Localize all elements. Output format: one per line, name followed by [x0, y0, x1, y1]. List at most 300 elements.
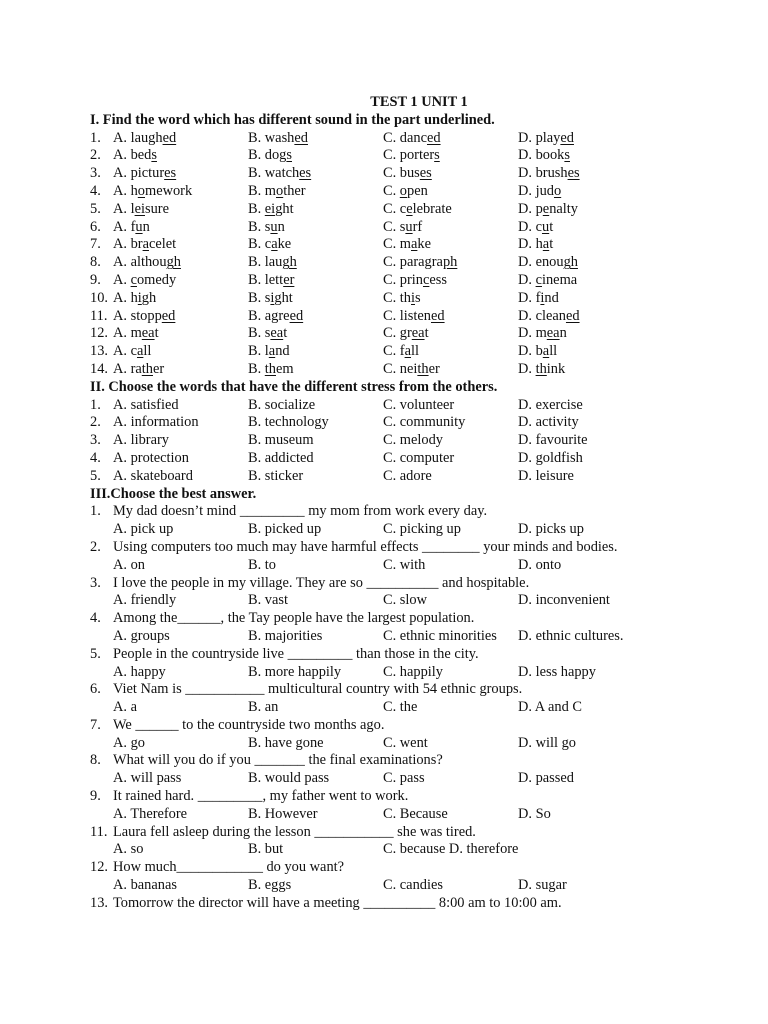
- answer-option: [518, 290, 559, 308]
- question-stem: [90, 646, 710, 664]
- question-stem: [90, 681, 710, 699]
- underlined-part: c: [130, 271, 137, 288]
- question-number: 11.: [90, 307, 108, 324]
- option-text-prefix: B. watch: [248, 165, 300, 182]
- question-number: 7.: [90, 236, 101, 253]
- underlined-part: ei: [264, 200, 276, 217]
- underlined-part: c: [422, 271, 430, 288]
- answer-option: [383, 147, 518, 165]
- underlined-part: ed: [162, 129, 177, 146]
- answer-option: [518, 130, 574, 148]
- answer-option: D. So: [518, 805, 551, 822]
- answer-options-row: [90, 557, 710, 575]
- underlined-part: ea: [270, 325, 284, 342]
- option-text-prefix: D. clean: [518, 307, 566, 324]
- option-text-suffix: ke: [277, 236, 292, 253]
- answer-option: [248, 272, 383, 290]
- answer-option: [518, 147, 570, 165]
- option-text-prefix: B. lett: [248, 271, 284, 288]
- underlined-part: ed: [426, 129, 441, 146]
- underlined-part: o: [553, 182, 562, 199]
- answer-option: A. library: [113, 432, 169, 449]
- answer-option: [383, 272, 518, 290]
- answer-option: [248, 165, 383, 183]
- question-number: 7.: [90, 716, 101, 733]
- section-2-list: [90, 397, 710, 486]
- underlined-part: s: [564, 147, 570, 164]
- underlined-part: o: [399, 182, 407, 199]
- answer-option: A. protection: [113, 449, 189, 466]
- option-text-prefix: C. prin: [383, 271, 423, 288]
- answer-option: B. an: [248, 699, 279, 716]
- answer-option: [248, 343, 383, 361]
- answer-option: C. picking up: [383, 521, 461, 538]
- answer-option: B. technology: [248, 414, 329, 431]
- option-text-suffix: n: [559, 325, 567, 342]
- underlined-part: e: [406, 200, 413, 217]
- answer-option: B. have gone: [248, 734, 324, 751]
- option-text-suffix: ll: [410, 343, 419, 360]
- underlined-part: es: [567, 165, 580, 182]
- answer-option: A. so: [113, 841, 144, 858]
- answer-option: B. more happily: [248, 663, 342, 680]
- underlined-part: o: [137, 182, 145, 199]
- answer-option: C. went: [383, 734, 428, 751]
- question-row: [90, 201, 710, 219]
- option-text-prefix: B. s: [248, 218, 271, 235]
- question-row: [90, 147, 710, 165]
- answer-option: [248, 147, 383, 165]
- option-text-prefix: D. b: [518, 343, 543, 360]
- answer-option: A. go: [113, 734, 145, 751]
- answer-option: A. pick up: [113, 521, 174, 538]
- question-stem: [90, 859, 710, 877]
- answer-option: [113, 130, 248, 148]
- underlined-part: s: [151, 147, 157, 164]
- answer-options-row: [90, 664, 710, 682]
- question-number: 9.: [90, 271, 101, 288]
- underlined-part: u: [270, 218, 278, 235]
- question-number: 3.: [90, 165, 101, 182]
- answer-option: [383, 325, 518, 343]
- question-number: 8.: [90, 254, 101, 271]
- option-text-prefix: C. s: [383, 218, 406, 235]
- answer-option: D. goldfish: [518, 449, 583, 466]
- question-number: 12.: [90, 859, 108, 876]
- answer-option: A. skateboard: [113, 467, 193, 484]
- question-number: 2.: [90, 538, 101, 555]
- answer-option: B. socialize: [248, 396, 316, 413]
- answer-option: [383, 219, 518, 237]
- answer-option: B. museum: [248, 432, 314, 449]
- question-text: People in the countryside live _________ than those in the city.: [113, 645, 479, 662]
- question-row: [90, 219, 710, 237]
- option-text-suffix: rf: [412, 218, 423, 235]
- option-text-prefix: A. pictur: [113, 165, 165, 182]
- answer-option: A. a: [113, 699, 137, 716]
- question-number: 14.: [90, 360, 108, 377]
- question-row: [90, 236, 710, 254]
- underlined-part: i: [137, 289, 142, 306]
- question-stem: [90, 752, 710, 770]
- page-title: TEST 1 UNIT 1: [370, 94, 468, 110]
- section-3-heading: III.Choose the best answer.: [90, 485, 257, 502]
- question-text: It rained hard. _________, my father went to work.: [113, 788, 409, 805]
- question-text: Viet Nam is ___________ multicultural country with 54 ethnic groups.: [113, 681, 523, 698]
- answer-option: B. eggs: [248, 877, 292, 894]
- option-text-prefix: D. m: [518, 325, 547, 342]
- question-stem: [90, 824, 710, 842]
- underlined-part: s: [434, 147, 440, 164]
- answer-option: A. bananas: [113, 877, 177, 894]
- answer-option: A. satisfied: [113, 396, 179, 413]
- option-text-suffix: ght: [274, 289, 293, 306]
- option-text-suffix: lebrate: [412, 200, 452, 217]
- answer-option: [248, 308, 383, 326]
- answer-options-row: [90, 770, 710, 788]
- answer-option: D. inconvenient: [518, 592, 610, 609]
- question-stem: [90, 503, 710, 521]
- option-text-suffix: er: [428, 360, 440, 377]
- option-text-prefix: A. c: [113, 343, 137, 360]
- underlined-part: u: [541, 218, 550, 235]
- question-number: 9.: [90, 788, 101, 805]
- question-number: 4.: [90, 449, 101, 466]
- underlined-part: gh: [166, 254, 181, 271]
- answer-option: B. but: [248, 841, 284, 858]
- underlined-part: th: [417, 360, 429, 377]
- option-text-prefix: D. play: [518, 129, 561, 146]
- answer-option: [248, 201, 383, 219]
- answer-option: C. Because: [383, 805, 448, 822]
- underlined-part: ed: [560, 129, 574, 146]
- underlined-part: a: [136, 343, 144, 360]
- answer-option: [113, 183, 248, 201]
- answer-option: B. addicted: [248, 449, 314, 466]
- answer-options-row: [90, 628, 710, 646]
- answer-option: D. picks up: [518, 521, 584, 538]
- option-text-suffix: nd: [275, 343, 290, 360]
- question-number: 12.: [90, 325, 108, 342]
- option-text-suffix: s: [415, 289, 421, 306]
- option-text-prefix: B. m: [248, 182, 276, 199]
- answer-option: C. volunteer: [383, 396, 455, 413]
- answer-option: [113, 219, 248, 237]
- answer-option: [383, 308, 518, 326]
- answer-option: [383, 290, 518, 308]
- answer-options-row: [90, 521, 710, 539]
- option-text-prefix: A. h: [113, 289, 138, 306]
- answer-option: D. passed: [518, 770, 574, 787]
- underlined-part: a: [142, 236, 149, 253]
- question-stem: [90, 539, 710, 557]
- option-text-prefix: B. c: [248, 236, 272, 253]
- answer-option: [518, 361, 565, 379]
- answer-option: [248, 236, 383, 254]
- question-row: [90, 397, 710, 415]
- option-text-prefix: D. brush: [518, 165, 568, 182]
- question-text: Among the______, the Tay people have the largest population.: [113, 610, 475, 627]
- answer-option: D. onto: [518, 556, 562, 573]
- option-text-suffix: nd: [544, 289, 559, 306]
- answer-option: A. groups: [113, 627, 170, 644]
- option-text-prefix: B. s: [248, 325, 271, 342]
- answer-option: [113, 254, 248, 272]
- question-number: 5.: [90, 200, 101, 217]
- option-text-prefix: A. laugh: [113, 129, 163, 146]
- underlined-part: a: [404, 343, 411, 360]
- question-row: [90, 308, 710, 326]
- answer-options-row: [90, 806, 710, 824]
- answer-option: C. happily: [383, 663, 443, 680]
- question-stem: [90, 895, 710, 913]
- underlined-part: i: [540, 289, 545, 306]
- option-text-prefix: A. m: [113, 325, 142, 342]
- question-number: 1.: [90, 503, 101, 520]
- question-number: 10.: [90, 289, 108, 306]
- option-text-suffix: ther: [283, 182, 306, 199]
- question-stem: [90, 717, 710, 735]
- underlined-part: es: [299, 165, 312, 182]
- option-text-suffix: t: [549, 236, 554, 253]
- option-text-prefix: A. stopp: [113, 307, 162, 324]
- question-number: 1.: [90, 396, 101, 413]
- answer-option: [248, 290, 383, 308]
- option-text-prefix: B. s: [248, 289, 271, 306]
- answer-option: [518, 325, 567, 343]
- option-text-suffix: gh: [141, 289, 157, 306]
- option-text-prefix: A. f: [113, 218, 136, 235]
- underlined-part: a: [411, 236, 418, 253]
- option-text-prefix: D. enou: [518, 254, 564, 271]
- option-text-prefix: C. porter: [383, 147, 435, 164]
- option-text-suffix: em: [276, 360, 294, 377]
- answer-option: [113, 361, 248, 379]
- answer-option: D. exercise: [518, 396, 583, 413]
- answer-option: [248, 254, 383, 272]
- answer-option: [518, 272, 577, 290]
- question-row: [90, 290, 710, 308]
- question-text: How much____________ do you want?: [113, 859, 345, 876]
- answer-option: D. leisure: [518, 467, 574, 484]
- option-text-suffix: ink: [546, 360, 566, 377]
- underlined-part: th: [141, 360, 153, 377]
- answer-option: [518, 183, 561, 201]
- underlined-part: ea: [141, 325, 155, 342]
- question-row: [90, 130, 710, 148]
- underlined-part: es: [164, 165, 177, 182]
- option-text-prefix: A. l: [113, 200, 135, 217]
- question-row: [90, 183, 710, 201]
- answer-option: [113, 165, 248, 183]
- question-row: [90, 432, 710, 450]
- answer-option: B. sticker: [248, 467, 304, 484]
- underlined-part: es: [419, 165, 432, 182]
- answer-option: [383, 201, 518, 219]
- answer-option: [518, 165, 580, 183]
- underlined-part: ed: [294, 129, 308, 146]
- question-number: 5.: [90, 467, 101, 484]
- answer-option: [248, 219, 383, 237]
- option-text-suffix: t: [424, 325, 429, 342]
- option-text-suffix: ess: [429, 271, 447, 288]
- option-text-suffix: sure: [144, 200, 169, 217]
- answer-options-row: [90, 877, 710, 895]
- section-3-list: [90, 503, 710, 912]
- underlined-part: th: [535, 360, 547, 377]
- answer-option: [113, 236, 248, 254]
- question-number: 13.: [90, 894, 108, 911]
- option-text-prefix: C. bus: [383, 165, 420, 182]
- answer-options-row: [90, 735, 710, 753]
- option-text-suffix: er: [152, 360, 165, 377]
- option-text-prefix: C. danc: [383, 129, 427, 146]
- answer-option: [518, 308, 580, 326]
- answer-option: D. will go: [518, 734, 576, 751]
- option-text-prefix: C. f: [383, 343, 405, 360]
- option-text-suffix: n: [277, 218, 285, 235]
- underlined-part: i: [270, 289, 275, 306]
- question-number: 11.: [90, 823, 108, 840]
- answer-option: A. Therefore: [113, 805, 188, 822]
- question-number: 6.: [90, 681, 101, 698]
- answer-option: [383, 165, 518, 183]
- underlined-part: a: [268, 343, 276, 360]
- underlined-part: a: [271, 236, 278, 253]
- answer-option: [113, 325, 248, 343]
- option-text-suffix: ll: [143, 343, 152, 360]
- question-number: 3.: [90, 574, 101, 591]
- question-row: [90, 343, 710, 361]
- answer-option: [113, 308, 248, 326]
- answer-option: [248, 130, 383, 148]
- answer-option: C. slow: [383, 592, 427, 609]
- answer-option: [113, 272, 248, 290]
- underlined-part: ed: [289, 307, 304, 324]
- underlined-part: s: [286, 147, 292, 164]
- answer-option: C. pass: [383, 770, 425, 787]
- option-text-prefix: C. m: [383, 236, 411, 253]
- answer-option: [383, 236, 518, 254]
- underlined-part: th: [264, 360, 276, 377]
- underlined-part: a: [542, 343, 550, 360]
- answer-option: B. would pass: [248, 770, 330, 787]
- option-text-prefix: B. lau: [248, 254, 283, 271]
- answer-option: B. picked up: [248, 521, 322, 538]
- question-row: [90, 165, 710, 183]
- option-text-suffix: pen: [407, 182, 428, 199]
- underlined-part: ea: [546, 325, 560, 342]
- option-text-prefix: C. paragra: [383, 254, 443, 271]
- question-text: My dad doesn’t mind _________ my mom from work every day.: [113, 503, 488, 520]
- underlined-part: c: [535, 271, 542, 288]
- answer-options-row: [90, 841, 710, 859]
- question-number: 13.: [90, 343, 108, 360]
- question-number: 2.: [90, 147, 101, 164]
- question-number: 8.: [90, 752, 101, 769]
- option-text-prefix: D. h: [518, 236, 543, 253]
- answer-option: A. friendly: [113, 592, 177, 609]
- option-text-prefix: D. jud: [518, 182, 554, 199]
- option-text-prefix: A. br: [113, 236, 143, 253]
- answer-option: C. with: [383, 556, 426, 573]
- underlined-part: er: [283, 271, 295, 288]
- option-text-prefix: D.: [518, 360, 536, 377]
- option-text-prefix: B. dog: [248, 147, 287, 164]
- answer-option: A. on: [113, 556, 145, 573]
- option-text-prefix: C. c: [383, 200, 407, 217]
- answer-option: [248, 325, 383, 343]
- answer-option: C. adore: [383, 467, 432, 484]
- option-text-suffix: t: [283, 325, 288, 342]
- question-text: Using computers too much may have harmful effects ________ your minds and bodies.: [113, 538, 618, 555]
- answer-option: B. However: [248, 805, 318, 822]
- option-text-prefix: C.: [383, 182, 400, 199]
- answer-option: [113, 201, 248, 219]
- question-stem: [90, 575, 710, 593]
- answer-option: [383, 343, 518, 361]
- question-row: [90, 361, 710, 379]
- question-text: We ______ to the countryside two months ago.: [113, 716, 385, 733]
- answer-option: D. A and C: [518, 699, 582, 716]
- option-text-prefix: B. wash: [248, 129, 295, 146]
- underlined-part: ea: [411, 325, 425, 342]
- question-number: 1.: [90, 129, 101, 146]
- option-text-prefix: D. p: [518, 200, 543, 217]
- answer-option: C. the: [383, 699, 418, 716]
- option-text-prefix: A. althou: [113, 254, 167, 271]
- underlined-part: u: [135, 218, 143, 235]
- question-row: [90, 272, 710, 290]
- option-text-prefix: B.: [248, 200, 265, 217]
- answer-option: [113, 343, 248, 361]
- answer-option: B. to: [248, 556, 276, 573]
- answer-option: A. happy: [113, 663, 166, 680]
- question-row: [90, 450, 710, 468]
- option-text-suffix: t: [549, 218, 554, 235]
- option-text-prefix: D. f: [518, 289, 541, 306]
- question-number: 4.: [90, 610, 101, 627]
- question-text: Tomorrow the director will have a meeting __________ 8:00 am to 10:00 am.: [113, 894, 562, 911]
- underlined-part: ed: [565, 307, 580, 324]
- underlined-part: e: [542, 200, 550, 217]
- underlined-part: ed: [161, 307, 176, 324]
- option-text-suffix: nalty: [549, 200, 578, 217]
- option-text-suffix: mework: [145, 182, 193, 199]
- question-stem: [90, 788, 710, 806]
- answer-option: [383, 183, 518, 201]
- option-text-prefix: C. gr: [383, 325, 412, 342]
- option-text-prefix: C. listen: [383, 307, 431, 324]
- answer-option: [518, 219, 553, 237]
- question-text: Laura fell asleep during the lesson ___________ she was tired.: [113, 823, 476, 840]
- option-text-prefix: A. ra: [113, 360, 142, 377]
- answer-option: [383, 130, 518, 148]
- option-text-prefix: C. th: [383, 289, 411, 306]
- underlined-part: ei: [134, 200, 145, 217]
- answer-option: D. activity: [518, 414, 579, 431]
- answer-options-row: [90, 699, 710, 717]
- question-number: 4.: [90, 182, 101, 199]
- underlined-part: i: [411, 289, 415, 306]
- answer-option: D. less happy: [518, 663, 596, 680]
- underlined-part: ed: [430, 307, 445, 324]
- answer-option: D. favourite: [518, 432, 588, 449]
- underlined-part: gh: [563, 254, 578, 271]
- answer-option: [518, 236, 553, 254]
- option-text-prefix: A. h: [113, 182, 138, 199]
- section-1-list: [90, 130, 710, 379]
